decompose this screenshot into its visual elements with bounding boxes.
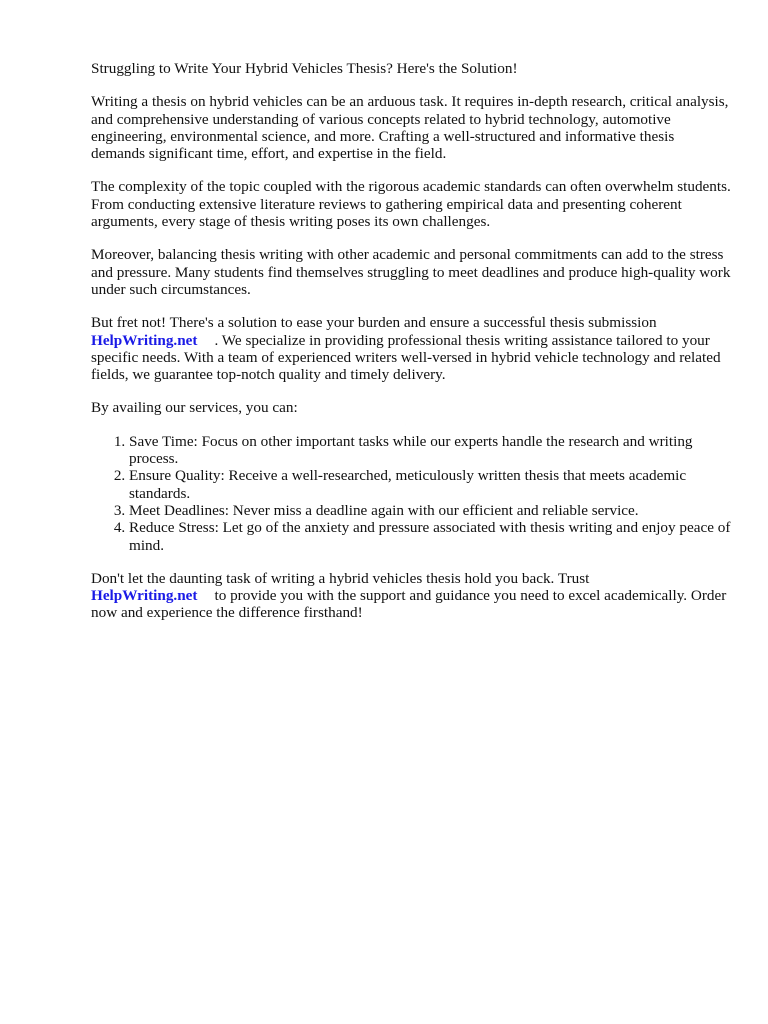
- list-intro: By availing our services, you can:: [91, 399, 298, 417]
- paragraph-intro: Writing a thesis on hybrid vehicles can be an arduous task. It requires in-depth research, critical analysis, and comprehensive understanding of various concepts related to hybrid technology, automotive engineering, environmental science, and more. Crafting a well-structured and informative thesis demands significant time, effort, and expertise in the field.: [91, 93, 729, 163]
- benefits-list: [91, 433, 731, 554]
- list-item: 3. Meet Deadlines: Never miss a deadline again with our efficient and reliable service.: [129, 502, 731, 519]
- paragraph-solution: [91, 314, 731, 383]
- paragraph-closing: [91, 570, 731, 622]
- helpwriting-link[interactable]: HelpWriting.net: [91, 331, 198, 349]
- helpwriting-link-closing[interactable]: HelpWriting.net: [91, 587, 198, 605]
- closing-text-before: Don't let the daunting task of writing a hybrid vehicles thesis hold you back. Trust: [91, 569, 590, 587]
- paragraph-complexity: The complexity of the topic coupled with the rigorous academic standards can often overwhelm students. From conducting extensive literature reviews to gathering empirical data and presenting coherent arguments, every stage of thesis writing poses its own challenges.: [91, 178, 731, 231]
- list-item: 1. Save Time: Focus on other important tasks while our experts handle the research and writing process.: [129, 433, 731, 468]
- document-title: Struggling to Write Your Hybrid Vehicles Thesis? Here's the Solution!: [91, 60, 518, 77]
- list-item: 2. Ensure Quality: Receive a well-researched, meticulously written thesis that meets academic standards.: [129, 467, 731, 502]
- paragraph-balancing: Moreover, balancing thesis writing with other academic and personal commitments can add to the stress and pressure. Many students find themselves struggling to meet deadlines and produce high-quality work under such circumstances.: [91, 246, 731, 298]
- closing-text-after: to provide you with the support and guidance you need to excel academically. Order now and experience the difference firsthand!: [91, 587, 727, 622]
- solution-text-after: . We specialize in providing professional thesis writing assistance tailored to your specific needs. With a team of experienced writers well-versed in hybrid vehicle technology and related fields, we guarantee top-notch quality and timely delivery.: [91, 331, 721, 384]
- solution-text-before: But fret not! There's a solution to ease your burden and ensure a successful thesis submission: [91, 314, 657, 332]
- list-item: 4. Reduce Stress: Let go of the anxiety and pressure associated with thesis writing and enjoy peace of mind.: [129, 519, 731, 554]
- document-body: [91, 60, 731, 638]
